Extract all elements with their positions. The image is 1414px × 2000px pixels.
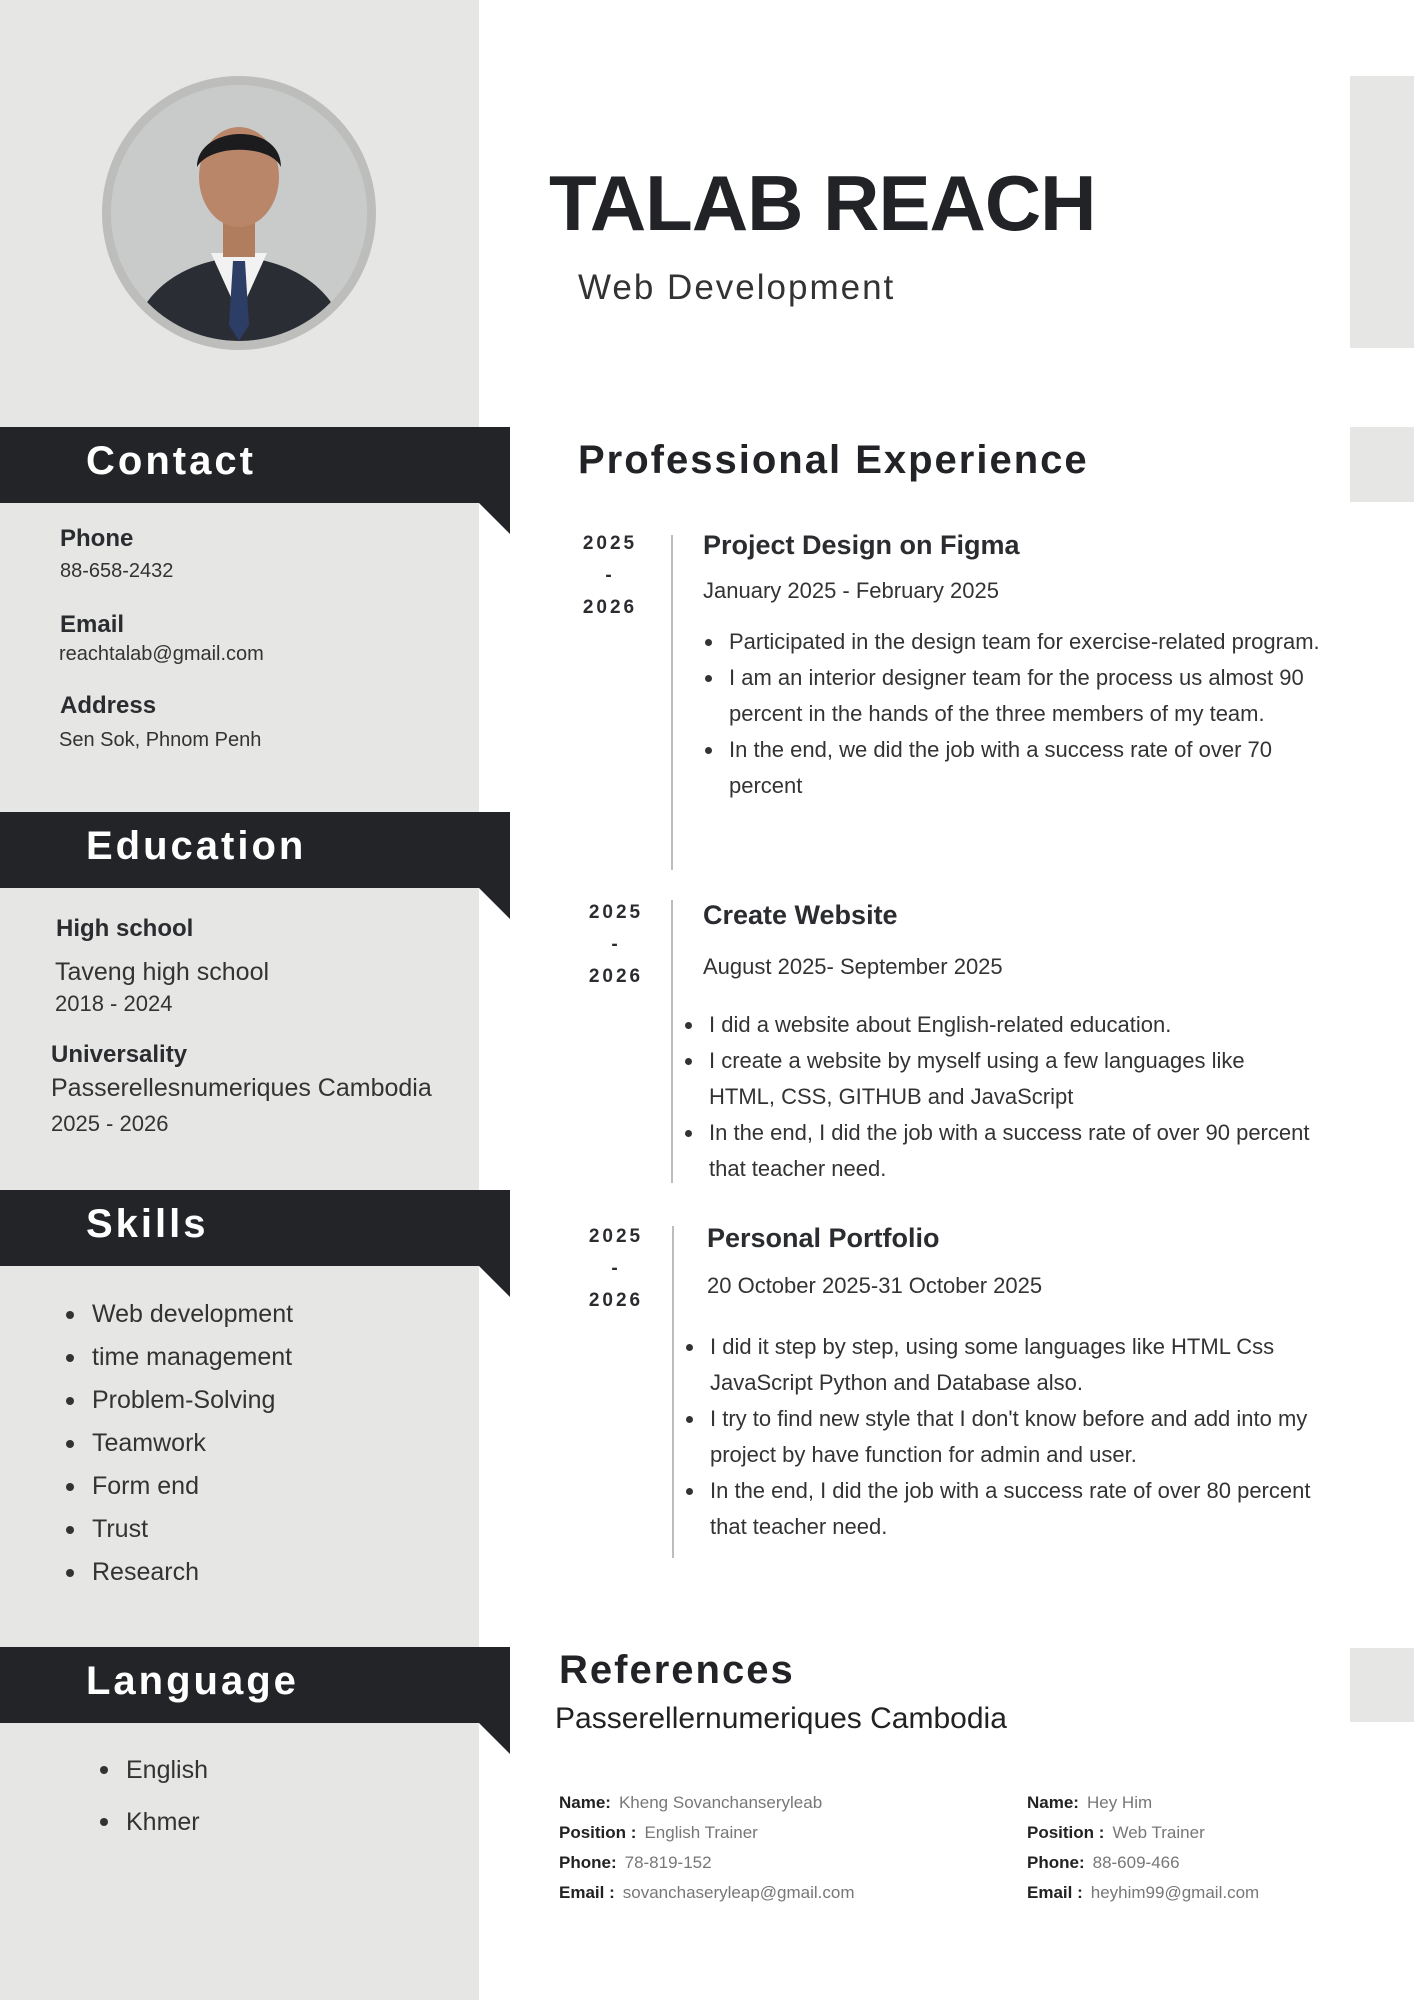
ribbon-fold — [479, 888, 510, 919]
job-date: 20 October 2025-31 October 2025 — [707, 1273, 1043, 1298]
year-start: 2025 — [588, 902, 644, 923]
skills-list — [62, 1293, 293, 1594]
job-bullets — [684, 1329, 1324, 1545]
field-label: Email : — [1027, 1883, 1083, 1902]
reference-position: English Trainer — [644, 1823, 758, 1842]
education-years: 2018 - 2024 — [55, 991, 173, 1016]
job-title: Project Design on Figma — [703, 530, 1020, 560]
decorative-strip — [1350, 76, 1414, 348]
reference-card — [1027, 1788, 1397, 1908]
list-item: I try to find new style that I don't know before and add into my project by have function for admin and user. — [684, 1401, 1324, 1473]
language-list — [96, 1744, 208, 1848]
year-start: 2025 — [582, 533, 638, 554]
year-dash: - — [611, 1258, 621, 1279]
field-label: Name: — [559, 1793, 611, 1812]
list-item: Web development — [62, 1293, 293, 1336]
email-label: Email — [60, 611, 125, 638]
list-item: Participated in the design team for exercise-related program. — [703, 624, 1343, 660]
year-start: 2025 — [588, 1226, 644, 1247]
reference-email-row — [559, 1878, 979, 1908]
address-value: Sen Sok, Phnom Penh — [59, 729, 262, 751]
year-end: 2026 — [582, 597, 638, 618]
phone-value: 88-658-2432 — [60, 560, 174, 582]
job-role: Web Development — [578, 268, 896, 307]
field-label: Phone: — [1027, 1853, 1085, 1872]
phone-label: Phone — [60, 525, 134, 552]
reference-name-row — [559, 1788, 979, 1818]
field-label: Phone: — [559, 1853, 617, 1872]
page-title: TALAB REACH — [549, 159, 1096, 247]
reference-phone-row — [559, 1848, 979, 1878]
email-value: reachtalab@gmail.com — [59, 643, 264, 665]
contact-section-header — [0, 427, 510, 503]
reference-organization: Passerellernumeriques Cambodia — [555, 1702, 1007, 1735]
avatar — [102, 76, 376, 350]
section-heading: Language — [86, 1659, 299, 1703]
education-level: High school — [56, 915, 194, 942]
year-dash: - — [605, 565, 615, 586]
timeline-line — [671, 900, 673, 1183]
year-dash: - — [611, 934, 621, 955]
reference-email-row — [1027, 1878, 1397, 1908]
list-item: Research — [62, 1551, 293, 1594]
field-label: Position : — [559, 1823, 637, 1842]
list-item: Problem-Solving — [62, 1379, 293, 1422]
list-item: In the end, I did the job with a success rate of over 90 percent that teacher need. — [683, 1115, 1313, 1187]
list-item: I am an interior designer team for the process us almost 90 percent in the hands of the three members of my team. — [703, 660, 1343, 732]
list-item: Form end — [62, 1465, 293, 1508]
section-heading: Skills — [86, 1202, 209, 1246]
ribbon-fold — [479, 1266, 510, 1297]
address-label: Address — [60, 692, 157, 719]
reference-phone: 78-819-152 — [624, 1853, 712, 1872]
ribbon-fold — [479, 1723, 510, 1754]
list-item: I did a website about English-related education. — [683, 1007, 1313, 1043]
education-school: Taveng high school — [55, 958, 270, 986]
field-label: Name: — [1027, 1793, 1079, 1812]
field-label: Email : — [559, 1883, 615, 1902]
list-item: In the end, I did the job with a success rate of over 80 percent that teacher need. — [684, 1473, 1324, 1545]
job-years — [575, 528, 645, 624]
job-date: August 2025- September 2025 — [703, 954, 1003, 979]
decorative-strip — [1350, 1648, 1414, 1722]
job-title: Personal Portfolio — [707, 1223, 940, 1253]
education-school: Passerellesnumeriques Cambodia — [51, 1074, 432, 1102]
ribbon-fold — [479, 503, 510, 534]
references-heading: References — [559, 1648, 795, 1692]
reference-position: Web Trainer — [1112, 1823, 1205, 1842]
timeline-line — [672, 1226, 674, 1558]
reference-position-row — [1027, 1818, 1397, 1848]
reference-name: Kheng Sovanchanseryleab — [618, 1793, 823, 1812]
list-item: I create a website by myself using a few languages like HTML, CSS, GITHUB and JavaScript — [683, 1043, 1313, 1115]
section-heading: Contact — [86, 439, 256, 483]
list-item: Teamwork — [62, 1422, 293, 1465]
list-item: I did it step by step, using some languages like HTML Css JavaScript Python and Database also. — [684, 1329, 1324, 1401]
job-years — [581, 1221, 651, 1317]
list-item: English — [96, 1744, 208, 1796]
list-item: In the end, we did the job with a success rate of over 70 percent — [703, 732, 1343, 804]
job-bullets — [683, 1007, 1313, 1187]
reference-email: heyhim99@gmail.com — [1090, 1883, 1260, 1902]
field-label: Position : — [1027, 1823, 1105, 1842]
language-section-header — [0, 1647, 510, 1723]
list-item: Trust — [62, 1508, 293, 1551]
year-end: 2026 — [588, 1290, 644, 1311]
reference-card — [559, 1788, 979, 1908]
education-section-header — [0, 812, 510, 888]
reference-name: Hey Him — [1086, 1793, 1153, 1812]
section-heading: Education — [86, 824, 307, 868]
job-years — [581, 897, 651, 993]
job-title: Create Website — [703, 900, 898, 930]
reference-email: sovanchaseryleap@gmail.com — [622, 1883, 855, 1902]
list-item: Khmer — [96, 1796, 208, 1848]
list-item: time management — [62, 1336, 293, 1379]
reference-phone-row — [1027, 1848, 1397, 1878]
reference-phone: 88-609-466 — [1092, 1853, 1180, 1872]
year-end: 2026 — [588, 966, 644, 987]
reference-position-row — [559, 1818, 979, 1848]
skills-section-header — [0, 1190, 510, 1266]
job-date: January 2025 - February 2025 — [703, 578, 999, 603]
education-years: 2025 - 2026 — [51, 1111, 169, 1136]
job-bullets — [703, 624, 1343, 804]
experience-heading: Professional Experience — [578, 438, 1089, 482]
timeline-line — [671, 535, 673, 870]
decorative-strip — [1350, 427, 1414, 502]
reference-name-row — [1027, 1788, 1397, 1818]
person-portrait-icon — [111, 85, 367, 341]
education-level: Universality — [51, 1041, 188, 1068]
